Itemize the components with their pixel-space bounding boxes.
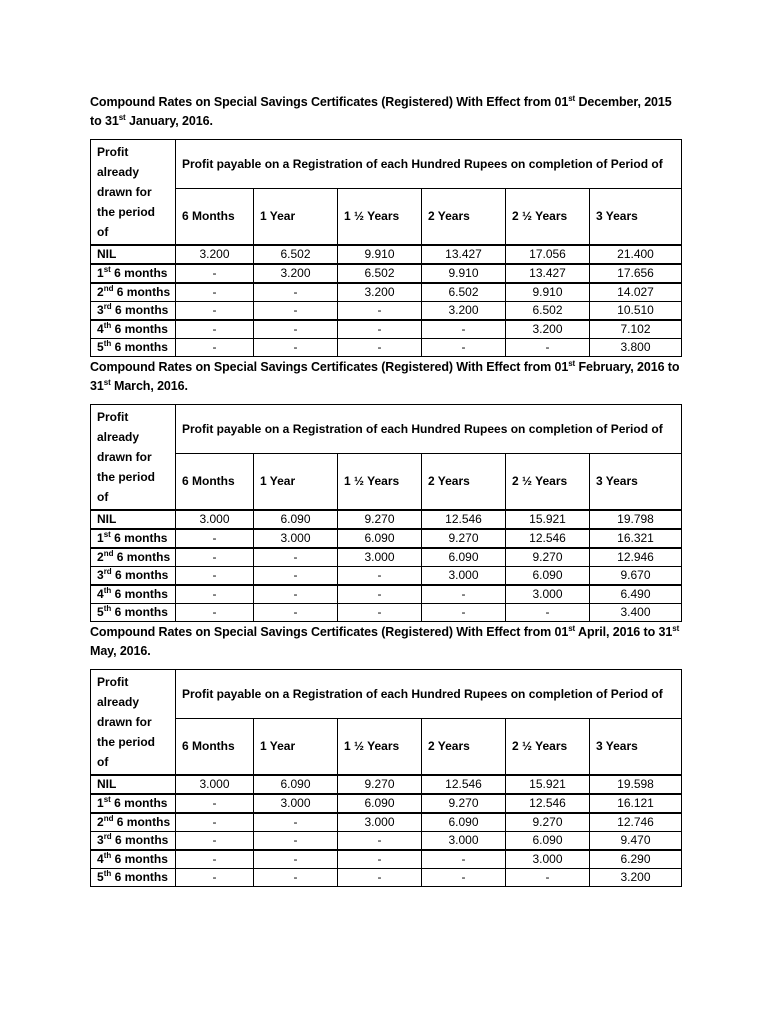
rate-cell: 9.910 bbox=[338, 245, 422, 264]
rate-cell: 3.000 bbox=[338, 813, 422, 832]
table-row bbox=[91, 567, 682, 586]
profit-drawn-header: Profit already drawn for the period of bbox=[91, 670, 176, 776]
rate-cell: - bbox=[338, 302, 422, 321]
table-row bbox=[91, 529, 682, 548]
rate-cell: - bbox=[176, 850, 254, 869]
rate-cell: 3.400 bbox=[590, 604, 682, 622]
rate-cell: 15.921 bbox=[506, 775, 590, 794]
rate-cell: 12.546 bbox=[422, 510, 506, 529]
table-row bbox=[91, 775, 682, 794]
section-title: Compound Rates on Special Savings Certificates (Registered) With Effect from 01st April, 2016 to 31st May, 2016. bbox=[90, 623, 680, 658]
rate-cell: - bbox=[254, 302, 338, 321]
table-row bbox=[91, 264, 682, 283]
period-header: 2 ½ Years bbox=[506, 718, 590, 775]
row-label: 5th 6 months bbox=[91, 339, 176, 357]
rate-cell: - bbox=[422, 320, 506, 339]
row-label: 5th 6 months bbox=[91, 869, 176, 887]
rate-cell: - bbox=[254, 548, 338, 567]
table-row bbox=[91, 302, 682, 321]
rate-cell: - bbox=[506, 869, 590, 887]
rate-cell: 9.270 bbox=[422, 529, 506, 548]
rate-cell: - bbox=[254, 567, 338, 586]
rates-section-1 bbox=[90, 93, 682, 357]
rate-cell: 13.427 bbox=[422, 245, 506, 264]
section-title: Compound Rates on Special Savings Certificates (Registered) With Effect from 01st December, 2015 to 31st January, 2016. bbox=[90, 93, 672, 128]
period-header: 1 Year bbox=[254, 188, 338, 245]
rate-cell: 3.000 bbox=[254, 794, 338, 813]
rate-cell: - bbox=[176, 604, 254, 622]
rate-cell: 3.200 bbox=[338, 283, 422, 302]
rates-section-2 bbox=[90, 358, 682, 622]
period-header: 1 ½ Years bbox=[338, 718, 422, 775]
rate-cell: 6.090 bbox=[254, 510, 338, 529]
table-row bbox=[91, 869, 682, 887]
period-header: 2 ½ Years bbox=[506, 188, 590, 245]
rate-cell: 3.200 bbox=[176, 245, 254, 264]
rate-cell: - bbox=[338, 339, 422, 357]
period-header: 6 Months bbox=[176, 188, 254, 245]
rate-cell: - bbox=[176, 320, 254, 339]
profit-payable-header: Profit payable on a Registration of each Hundred Rupees on completion of Period of bbox=[176, 140, 682, 189]
period-header: 2 Years bbox=[422, 453, 506, 510]
rate-cell: - bbox=[254, 604, 338, 622]
rate-cell: 9.670 bbox=[590, 567, 682, 586]
rates-table bbox=[90, 139, 682, 357]
row-label: NIL bbox=[91, 775, 176, 794]
rate-cell: 6.290 bbox=[590, 850, 682, 869]
rate-cell: 3.200 bbox=[506, 320, 590, 339]
rates-section-3 bbox=[90, 623, 682, 887]
rate-cell: - bbox=[176, 832, 254, 851]
period-header: 6 Months bbox=[176, 718, 254, 775]
table-row bbox=[91, 245, 682, 264]
period-header: 1 Year bbox=[254, 718, 338, 775]
section-title: Compound Rates on Special Savings Certificates (Registered) With Effect from 01st February, 2016 to 31st March, 2016. bbox=[90, 358, 680, 393]
rate-cell: - bbox=[254, 850, 338, 869]
rate-cell: - bbox=[338, 567, 422, 586]
rate-cell: - bbox=[338, 832, 422, 851]
rate-cell: 9.270 bbox=[506, 548, 590, 567]
rate-cell: 6.502 bbox=[338, 264, 422, 283]
table-row bbox=[91, 813, 682, 832]
rate-cell: 3.200 bbox=[590, 869, 682, 887]
row-label: 3rd 6 months bbox=[91, 302, 176, 321]
rate-cell: - bbox=[422, 869, 506, 887]
rate-cell: 9.270 bbox=[506, 813, 590, 832]
rate-cell: 6.490 bbox=[590, 585, 682, 604]
rate-cell: - bbox=[176, 585, 254, 604]
row-label: 2nd 6 months bbox=[91, 548, 176, 567]
row-label: 3rd 6 months bbox=[91, 567, 176, 586]
rate-cell: 3.000 bbox=[176, 775, 254, 794]
rate-cell: 3.200 bbox=[254, 264, 338, 283]
rate-cell: - bbox=[254, 813, 338, 832]
rate-cell: - bbox=[338, 850, 422, 869]
rate-cell: 3.800 bbox=[590, 339, 682, 357]
rate-cell: 12.546 bbox=[422, 775, 506, 794]
table-row bbox=[91, 548, 682, 567]
rate-cell: 3.000 bbox=[506, 585, 590, 604]
table-row bbox=[91, 283, 682, 302]
rate-cell: - bbox=[254, 869, 338, 887]
table-row bbox=[91, 604, 682, 622]
rate-cell: 3.000 bbox=[176, 510, 254, 529]
table-row bbox=[91, 585, 682, 604]
rate-cell: 9.910 bbox=[506, 283, 590, 302]
row-label: 2nd 6 months bbox=[91, 283, 176, 302]
rate-cell: 12.546 bbox=[506, 794, 590, 813]
rate-cell: 9.270 bbox=[422, 794, 506, 813]
rate-cell: 3.000 bbox=[506, 850, 590, 869]
rate-cell: - bbox=[338, 604, 422, 622]
rate-cell: 21.400 bbox=[590, 245, 682, 264]
rate-cell: 10.510 bbox=[590, 302, 682, 321]
rate-cell: 17.656 bbox=[590, 264, 682, 283]
rate-cell: 13.427 bbox=[506, 264, 590, 283]
rate-cell: 19.798 bbox=[590, 510, 682, 529]
rate-cell: 6.090 bbox=[506, 567, 590, 586]
row-label: 1st 6 months bbox=[91, 794, 176, 813]
row-label: 4th 6 months bbox=[91, 585, 176, 604]
rate-cell: 12.946 bbox=[590, 548, 682, 567]
profit-payable-header: Profit payable on a Registration of each Hundred Rupees on completion of Period of bbox=[176, 670, 682, 719]
row-label: 1st 6 months bbox=[91, 264, 176, 283]
rate-cell: - bbox=[176, 264, 254, 283]
rate-cell: 6.090 bbox=[338, 794, 422, 813]
rate-cell: - bbox=[176, 567, 254, 586]
table-row bbox=[91, 320, 682, 339]
rate-cell: 3.000 bbox=[422, 832, 506, 851]
rate-cell: 7.102 bbox=[590, 320, 682, 339]
period-header: 6 Months bbox=[176, 453, 254, 510]
rate-cell: 9.270 bbox=[338, 775, 422, 794]
rate-cell: 6.090 bbox=[254, 775, 338, 794]
period-header: 1 Year bbox=[254, 453, 338, 510]
rate-cell: - bbox=[506, 604, 590, 622]
period-header: 3 Years bbox=[590, 718, 682, 775]
rate-cell: - bbox=[338, 869, 422, 887]
rate-cell: - bbox=[176, 339, 254, 357]
table-row bbox=[91, 339, 682, 357]
rate-cell: - bbox=[338, 585, 422, 604]
rate-cell: 3.200 bbox=[422, 302, 506, 321]
rate-cell: - bbox=[254, 339, 338, 357]
rate-cell: - bbox=[176, 813, 254, 832]
rate-cell: - bbox=[254, 320, 338, 339]
row-label: 3rd 6 months bbox=[91, 832, 176, 851]
period-header: 3 Years bbox=[590, 453, 682, 510]
rate-cell: - bbox=[422, 585, 506, 604]
period-header: 3 Years bbox=[590, 188, 682, 245]
row-label: 4th 6 months bbox=[91, 320, 176, 339]
table-row bbox=[91, 794, 682, 813]
rate-cell: 6.502 bbox=[254, 245, 338, 264]
rate-cell: - bbox=[254, 585, 338, 604]
rate-cell: - bbox=[338, 320, 422, 339]
rate-cell: - bbox=[176, 283, 254, 302]
table-row bbox=[91, 510, 682, 529]
rate-cell: - bbox=[422, 604, 506, 622]
profit-payable-header: Profit payable on a Registration of each Hundred Rupees on completion of Period of bbox=[176, 405, 682, 454]
rate-cell: 6.090 bbox=[422, 813, 506, 832]
rate-cell: 3.000 bbox=[422, 567, 506, 586]
rate-cell: 6.502 bbox=[422, 283, 506, 302]
rates-table bbox=[90, 669, 682, 887]
period-header: 1 ½ Years bbox=[338, 188, 422, 245]
rate-cell: 12.746 bbox=[590, 813, 682, 832]
rates-table bbox=[90, 404, 682, 622]
rate-cell: 15.921 bbox=[506, 510, 590, 529]
rate-cell: 6.502 bbox=[506, 302, 590, 321]
rate-cell: - bbox=[176, 794, 254, 813]
rate-cell: 16.321 bbox=[590, 529, 682, 548]
profit-drawn-header: Profit already drawn for the period of bbox=[91, 405, 176, 511]
row-label: 5th 6 months bbox=[91, 604, 176, 622]
rate-cell: - bbox=[422, 339, 506, 357]
rate-cell: 3.000 bbox=[338, 548, 422, 567]
rate-cell: - bbox=[422, 850, 506, 869]
rate-cell: 12.546 bbox=[506, 529, 590, 548]
rate-cell: 9.270 bbox=[338, 510, 422, 529]
rate-cell: - bbox=[176, 869, 254, 887]
row-label: 2nd 6 months bbox=[91, 813, 176, 832]
period-header: 2 Years bbox=[422, 718, 506, 775]
period-header: 1 ½ Years bbox=[338, 453, 422, 510]
rate-cell: - bbox=[506, 339, 590, 357]
rate-cell: 6.090 bbox=[338, 529, 422, 548]
rate-cell: 17.056 bbox=[506, 245, 590, 264]
table-row bbox=[91, 850, 682, 869]
period-header: 2 Years bbox=[422, 188, 506, 245]
rate-cell: - bbox=[176, 529, 254, 548]
rate-cell: 3.000 bbox=[254, 529, 338, 548]
rate-cell: 14.027 bbox=[590, 283, 682, 302]
row-label: 4th 6 months bbox=[91, 850, 176, 869]
rate-cell: 9.910 bbox=[422, 264, 506, 283]
row-label: NIL bbox=[91, 245, 176, 264]
rate-cell: 6.090 bbox=[422, 548, 506, 567]
row-label: 1st 6 months bbox=[91, 529, 176, 548]
table-row bbox=[91, 832, 682, 851]
rate-cell: - bbox=[254, 832, 338, 851]
row-label: NIL bbox=[91, 510, 176, 529]
rate-cell: - bbox=[176, 548, 254, 567]
rate-cell: - bbox=[254, 283, 338, 302]
rate-cell: 6.090 bbox=[506, 832, 590, 851]
rate-cell: 16.121 bbox=[590, 794, 682, 813]
rate-cell: 9.470 bbox=[590, 832, 682, 851]
rate-cell: 19.598 bbox=[590, 775, 682, 794]
period-header: 2 ½ Years bbox=[506, 453, 590, 510]
profit-drawn-header: Profit already drawn for the period of bbox=[91, 140, 176, 246]
rate-cell: - bbox=[176, 302, 254, 321]
